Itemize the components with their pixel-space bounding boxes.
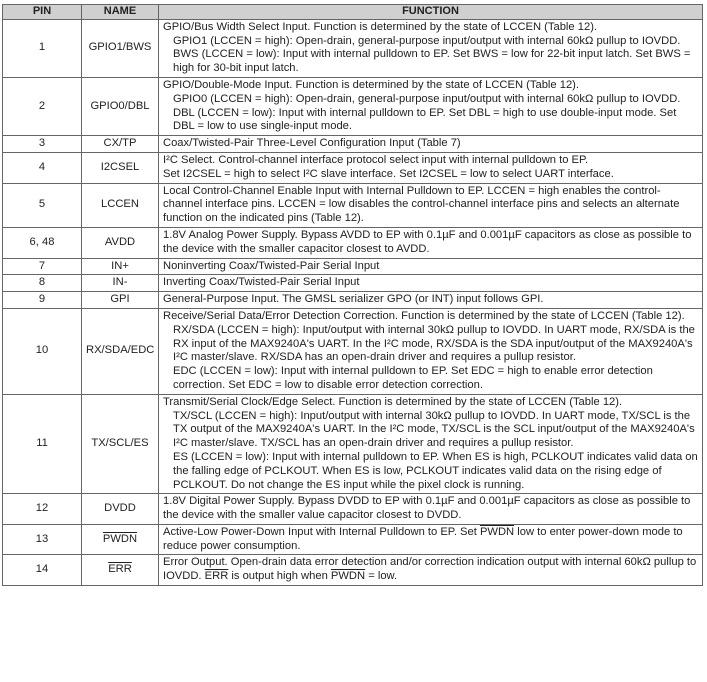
overlined-signal: $\overline{ERR}$ bbox=[204, 570, 229, 583]
function-paragraph: 1.8V Digital Power Supply. Bypass DVDD to EP with 0.1µF and 0.001µF capacitors as close as possible to the device with the smaller value capacitor closest to DVDD. bbox=[163, 495, 691, 522]
pin-function bbox=[159, 275, 703, 292]
pin-name bbox=[82, 258, 159, 275]
pin-name bbox=[82, 524, 159, 555]
pin-number: 12 bbox=[3, 494, 82, 525]
function-text: Error Output. Open-drain data error detection and/or correction indication output with internal 60kΩ pullup to IOVDD. bbox=[163, 556, 697, 583]
function-paragraph: BWS (LCCEN = low): Input with internal pulldown to EP. Set BWS = low for 22-bit input latch. Set BWS = high for 30-bit input latch. bbox=[173, 48, 691, 75]
pin-name-text: LCCEN bbox=[101, 198, 139, 211]
pin-number: 10 bbox=[3, 308, 82, 394]
table-row bbox=[3, 308, 703, 394]
table-row bbox=[3, 136, 703, 153]
pin-number: 4 bbox=[3, 152, 82, 183]
pin-function bbox=[159, 494, 703, 525]
pin-name-text: GPI bbox=[110, 293, 130, 306]
pin-function bbox=[159, 77, 703, 135]
function-paragraph: I²C Select. Control-channel interface protocol select input with internal pulldown to EP. bbox=[163, 153, 589, 166]
table-body bbox=[3, 19, 703, 585]
pin-number: 9 bbox=[3, 292, 82, 309]
header-pin: PIN bbox=[3, 5, 82, 20]
function-paragraph: 1.8V Analog Power Supply. Bypass AVDD to EP with 0.1µF and 0.001µF capacitors as close as possible to the device with the smaller capacitor closest to AVDD. bbox=[163, 228, 692, 255]
pin-function bbox=[159, 394, 703, 494]
pin-name bbox=[82, 494, 159, 525]
pin-name bbox=[82, 227, 159, 258]
pin-name bbox=[82, 183, 159, 227]
table-row bbox=[3, 524, 703, 555]
pin-function bbox=[159, 136, 703, 153]
table-row bbox=[3, 19, 703, 77]
function-paragraph: Noninverting Coax/Twisted-Pair Serial Input bbox=[163, 259, 380, 272]
pin-number: 8 bbox=[3, 275, 82, 292]
table-row bbox=[3, 227, 703, 258]
pin-number: 7 bbox=[3, 258, 82, 275]
function-paragraph: DBL (LCCEN = low): Input with internal pulldown to EP. Set DBL = high to use double-input mode. Set DBL = low to use single-input mode. bbox=[173, 106, 677, 133]
function-paragraph bbox=[163, 556, 698, 584]
table-row bbox=[3, 555, 703, 586]
table-row bbox=[3, 275, 703, 292]
table-row bbox=[3, 152, 703, 183]
pin-name bbox=[82, 152, 159, 183]
header-function: FUNCTION bbox=[159, 5, 703, 20]
function-paragraph bbox=[163, 526, 698, 554]
pin-name-text: GPIO0/DBL bbox=[90, 99, 150, 112]
function-text: low to enter power-down mode to reduce power consumption. bbox=[163, 525, 683, 552]
pin-name bbox=[82, 394, 159, 494]
pin-function bbox=[159, 258, 703, 275]
function-paragraph: GPIO/Double-Mode Input. Function is determined by the state of LCCEN (Table 12). bbox=[163, 78, 580, 91]
function-paragraph: Coax/Twisted-Pair Three-Level Configuration Input (Table 7) bbox=[163, 137, 461, 150]
function-paragraph: Local Control-Channel Enable Input with Internal Pulldown to EP. LCCEN = high enables the control-channel interface pins. LCCEN = low disables the control-channel interface pins and selects an alternate function on the indicated pins (Table 12). bbox=[163, 184, 680, 225]
function-paragraph: TX/SCL (LCCEN = high): Input/output with internal 30kΩ pullup to IOVDD. In UART mode, TX/SCL is the TX output of the MAX9240A's UART. In the I²C mode, TX/SCL is the SCL input/output of the MAX9240A's I²C master/slave. TX/SCL has an open-drain driver and requires a pullup resistor. bbox=[173, 409, 695, 450]
table-row bbox=[3, 77, 703, 135]
table-row bbox=[3, 292, 703, 309]
function-paragraph: RX/SDA (LCCEN = high): Input/output with internal 30kΩ pullup to IOVDD. In UART mode, RX/SDA is the RX input of the MAX9240A's UART. In the I²C mode, RX/SDA is the SDA input/output of the MAX9240A's I²C master/slave. RX/SDA has an open-drain driver and requires a pullup resistor. bbox=[173, 323, 695, 364]
function-paragraph: Inverting Coax/Twisted-Pair Serial Input bbox=[163, 276, 360, 289]
pin-number: 11 bbox=[3, 394, 82, 494]
function-paragraph: GPIO/Bus Width Select Input. Function is determined by the state of LCCEN (Table 12). bbox=[163, 20, 598, 33]
pin-function bbox=[159, 292, 703, 309]
pin-name bbox=[82, 292, 159, 309]
pin-name-text: DVDD bbox=[104, 502, 136, 515]
pin-name bbox=[82, 275, 159, 292]
pin-number: 13 bbox=[3, 524, 82, 555]
function-paragraph: GPIO0 (LCCEN = high): Open-drain, general-purpose input/output with internal 60kΩ pullup to IOVDD. bbox=[173, 92, 681, 105]
function-text: Active-Low Power-Down Input with Internal Pulldown to EP. Set bbox=[163, 525, 480, 538]
table-row bbox=[3, 494, 703, 525]
table-header-row bbox=[3, 5, 703, 20]
table-row bbox=[3, 394, 703, 494]
pin-description-table bbox=[2, 4, 703, 586]
pin-name-text: I2CSEL bbox=[100, 160, 140, 173]
pin-function bbox=[159, 555, 703, 586]
pin-name bbox=[82, 555, 159, 586]
overlined-signal: PWDN bbox=[330, 570, 366, 583]
pin-number: 5 bbox=[3, 183, 82, 227]
function-paragraph: Transmit/Serial Clock/Edge Select. Function is determined by the state of LCCEN (Table 12). bbox=[163, 395, 623, 408]
pin-name-text: AVDD bbox=[104, 235, 136, 248]
pin-name-text: PWDN bbox=[102, 532, 138, 545]
table-row bbox=[3, 258, 703, 275]
header-name: NAME bbox=[82, 5, 159, 20]
pin-function bbox=[159, 524, 703, 555]
function-paragraph: General-Purpose Input. The GMSL serializer GPO (or INT) input follows GPI. bbox=[163, 293, 544, 306]
pin-function bbox=[159, 183, 703, 227]
pin-name bbox=[82, 308, 159, 394]
pin-name-text: CX/TP bbox=[103, 137, 137, 150]
pin-name-text: GPIO1/BWS bbox=[88, 41, 152, 54]
pin-number: 2 bbox=[3, 77, 82, 135]
function-paragraph: GPIO1 (LCCEN = high): Open-drain, general-purpose input/output with internal 60kΩ pullup to IOVDD. bbox=[173, 34, 681, 47]
function-paragraph: Set I2CSEL = high to select I²C slave interface. Set I2CSEL = low to select UART interface. bbox=[163, 167, 614, 180]
table-row bbox=[3, 183, 703, 227]
pin-number: 14 bbox=[3, 555, 82, 586]
function-paragraph: Receive/Serial Data/Error Detection Correction. Function is determined by the state of LCCEN (Table 12). bbox=[163, 309, 685, 322]
pin-function bbox=[159, 152, 703, 183]
function-paragraph: ES (LCCEN = low): Input with internal pulldown to EP. When ES is high, PCLKOUT indicates valid data on the falling edge of PCLKOUT. When ES is low, PCLKOUT indicates valid data on the rising edge of PCLKOUT. Do not change the ES input while the pixel clock is running. bbox=[173, 450, 698, 491]
function-text: = low. bbox=[365, 570, 398, 583]
pin-name-text: IN+ bbox=[111, 259, 129, 272]
pin-number: 3 bbox=[3, 136, 82, 153]
pin-name bbox=[82, 136, 159, 153]
function-text: is output high when bbox=[228, 570, 331, 583]
pin-function bbox=[159, 308, 703, 394]
pin-name-text: IN- bbox=[112, 276, 128, 289]
overlined-signal: PWDN bbox=[479, 525, 515, 538]
pin-name bbox=[82, 77, 159, 135]
function-paragraph: EDC (LCCEN = low): Input with internal pulldown to EP. Set EDC = high to enable error detection correction. Set EDC = low to disable error detection correction. bbox=[173, 365, 653, 391]
pin-function bbox=[159, 227, 703, 258]
pin-number: 6, 48 bbox=[3, 227, 82, 258]
pin-name-text: RX/SDA/EDC bbox=[86, 344, 155, 357]
pin-number: 1 bbox=[3, 19, 82, 77]
pin-name-text: TX/SCL/ES bbox=[91, 437, 149, 450]
pin-function bbox=[159, 19, 703, 77]
pin-name bbox=[82, 19, 159, 77]
pin-name-text: $\overline{ERR}$ bbox=[108, 563, 132, 576]
